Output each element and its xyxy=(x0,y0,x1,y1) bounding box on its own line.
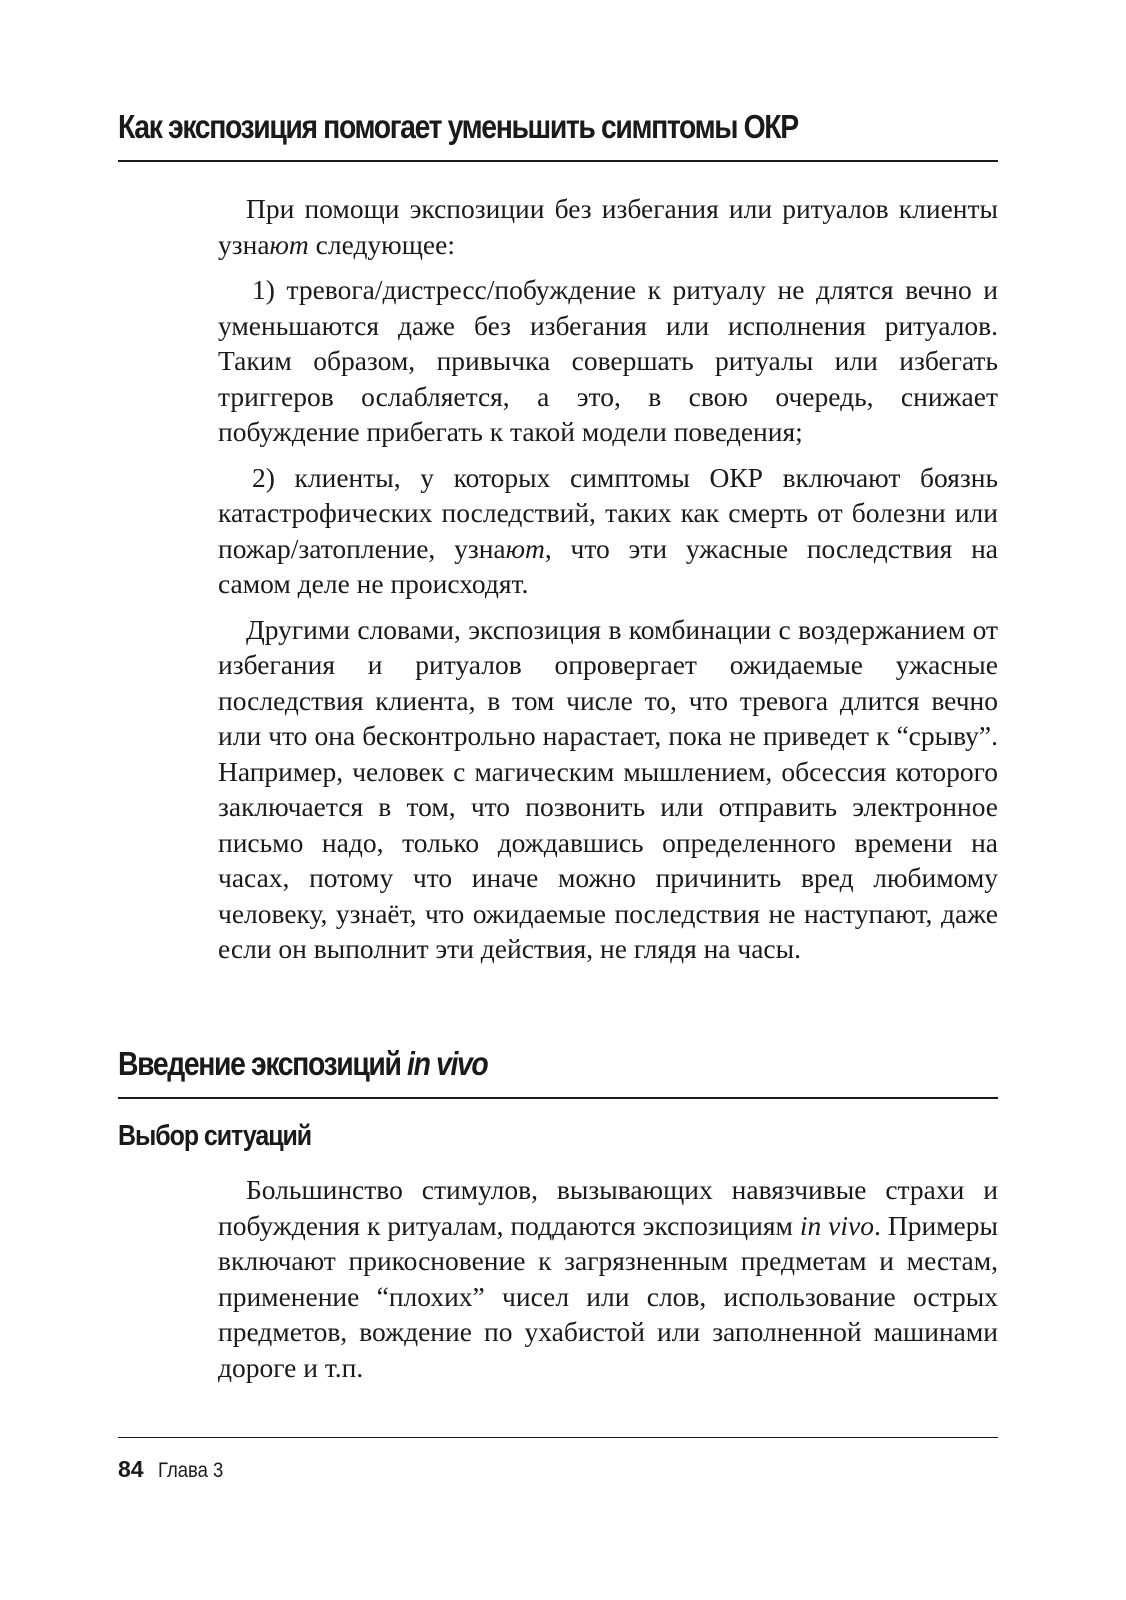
section-heading-2: Введение экспозиций in vivo xyxy=(118,1045,488,1082)
situations-paragraph: Большинство стимулов, вызывающих навязчивые страхи и побуждения к ритуалам, поддаются экспозициям in vivo. Примеры включают прикосновение к загрязненным предметам и местам, применение “плохих” чисел или слов, использование острых предметов, вождение по ухабистой или заполненной машинами дороге и т.п. xyxy=(218,1174,998,1383)
intro-paragraph: При помощи экспозиции без избегания или ритуалов клиенты узнают следующее: xyxy=(218,193,998,260)
section-body xyxy=(218,191,998,977)
section-heading xyxy=(118,108,875,146)
summary-paragraph: Другими словами, экспозиция в комбинации с воздержанием от избегания и ритуалов опровергает ожидаемые ужасные последствия клиента, в том числе то, что тревога длится вечно или что она бесконтрольно нарастает, пока не приведет к “срыву”. Например, человек с магическим мышлением, обсессия которого заключается в том, что позвонить или отправить электронное письмо надо, только дождавшись определенного времени на часах, потому что иначе можно причинить вред любимому человеку, узнаёт, что ожидаемые последствия не наступают, даже если он выполнит эти действия, не глядя на часы. xyxy=(218,613,998,964)
subsection-heading: Выбор ситуаций xyxy=(118,1120,312,1152)
subsection-body xyxy=(218,1172,998,1395)
page-footer xyxy=(118,1456,232,1483)
list-item-1: 1) тревога/дистресс/побуждение к ритуалу не длятся вечно и уменьшаются даже без избегания или исполнения ритуалов. Таким образом, привычка совершать ритуалы или избегать триггеров ослабляется, а это, в свою очередь, снижает побуждение прибегать к такой модели поведения; xyxy=(218,274,998,447)
heading-rule-2 xyxy=(118,1097,998,1099)
chapter-label: Глава 3 xyxy=(157,1459,223,1482)
footer-rule xyxy=(118,1437,998,1438)
section-heading-text: Как экспозиция помогает уменьшить симптомы ОКР xyxy=(118,108,798,145)
page-number: 84 xyxy=(118,1456,144,1482)
heading-rule xyxy=(118,160,998,162)
list-item-2: 2) клиенты, у которых симптомы ОКР включают боязнь катастрофических последствий, таких как смерть от болезни или пожар/затопление, узнают, что эти ужасные последствия на самом деле не происходят. xyxy=(218,461,999,599)
